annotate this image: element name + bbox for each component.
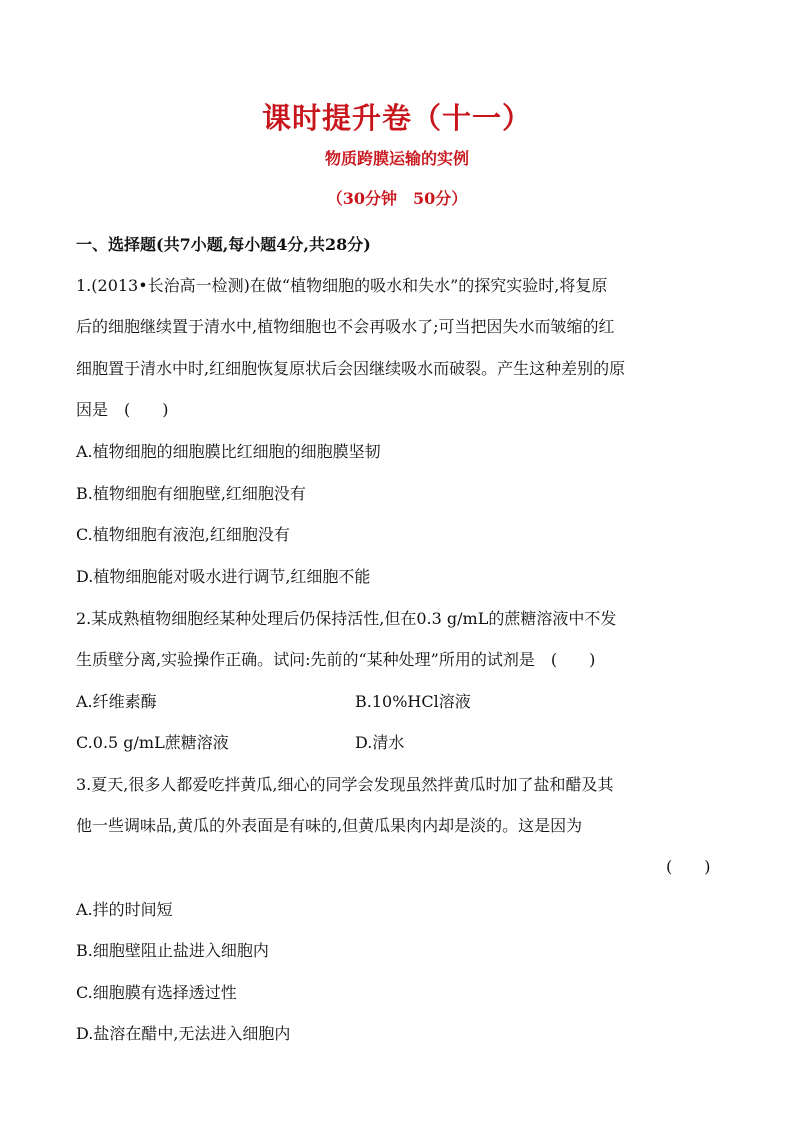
question-3-line-1: 3.夏天,很多人都爱吃拌黄瓜,细心的同学会发现虽然拌黄瓜时加了盐和醋及其	[76, 775, 614, 794]
time-score-label: （30分钟 50分）	[326, 189, 468, 208]
question-3-option-a: A.拌的时间短	[76, 900, 173, 919]
question-3-option-b: B.细胞壁阻止盐进入细胞内	[76, 941, 269, 960]
question-1-option-d: D.植物细胞能对吸水进行调节,红细胞不能	[76, 567, 371, 586]
question-1-line-3: 细胞置于清水中时,红细胞恢复原状后会因继续吸水而破裂。产生这种差别的原	[76, 359, 626, 378]
question-1-option-a: A.植物细胞的细胞膜比红细胞的细胞膜坚韧	[76, 442, 381, 461]
question-2-line-1: 2.某成熟植物细胞经某种处理后仍保持活性,但在0.3 g/mL的蔗糖溶液中不发	[76, 609, 617, 628]
question-1-option-c: C.植物细胞有液泡,红细胞没有	[76, 525, 290, 544]
question-1-line-2: 后的细胞继续置于清水中,植物细胞也不会再吸水了;可当把因失水而皱缩的红	[76, 317, 615, 336]
question-1-line-1: 1.(2013•长治高一检测)在做“植物细胞的吸水和失水”的探究实验时,将复原	[76, 276, 608, 295]
question-3-option-c: C.细胞膜有选择透过性	[76, 983, 237, 1002]
question-3-answer-bracket: ( )	[666, 857, 711, 876]
question-2-line-2: 生质壁分离,实验操作正确。试问:先前的“某种处理”所用的试剂是 ( )	[76, 650, 596, 669]
question-2-option-a: A.纤维素酶	[76, 692, 157, 711]
question-3-option-d: D.盐溶在醋中,无法进入细胞内	[76, 1024, 291, 1043]
question-1-line-4: 因是 ( )	[76, 400, 169, 419]
question-3-line-2: 他一些调味品,黄瓜的外表面是有味的,但黄瓜果肉内却是淡的。这是因为	[76, 816, 583, 835]
section-heading: 一、选择题(共7小题,每小题4分,共28分)	[76, 235, 371, 254]
question-2-option-d: D.清水	[355, 733, 405, 752]
page-title: 课时提升卷（十一）	[261, 101, 532, 135]
question-2-option-c: C.0.5 g/mL蔗糖溶液	[76, 733, 229, 752]
page-subtitle: 物质跨膜运输的实例	[324, 149, 469, 168]
question-2-option-b: B.10%HCl溶液	[355, 692, 471, 711]
question-1-option-b: B.植物细胞有细胞壁,红细胞没有	[76, 484, 306, 503]
